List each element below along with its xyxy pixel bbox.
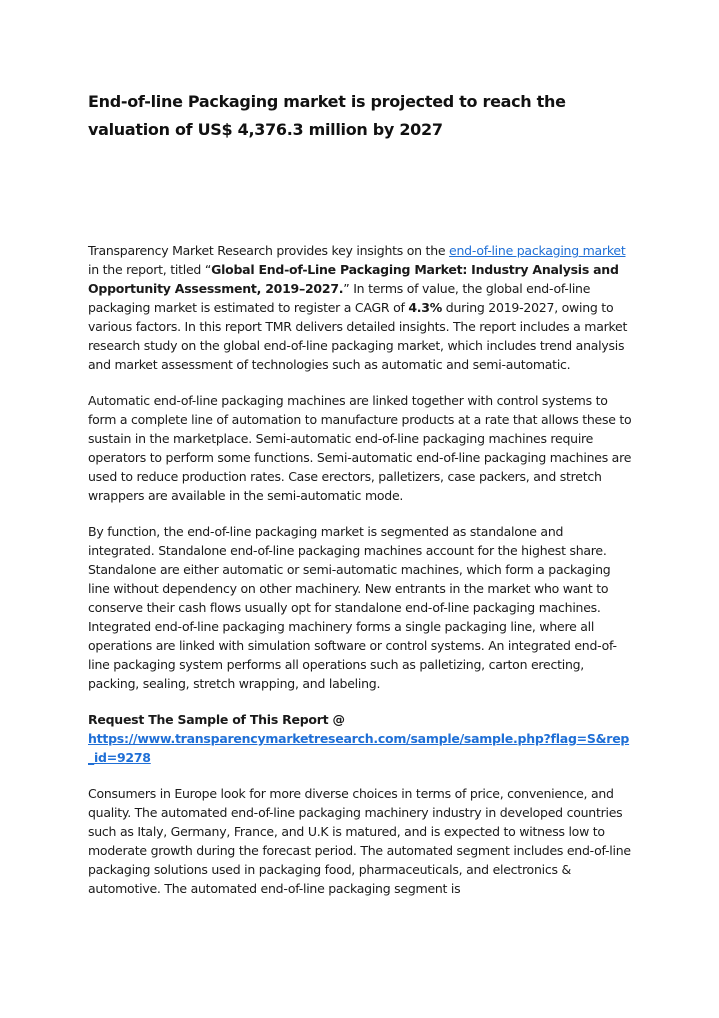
paragraph-automatic-machines: Automatic end-of-line packaging machines are linked together with control systems to form a complete line of automation to manufacture products at a rate that allows these to sustain in the marketplace. Semi-automatic end-of-line packaging machines require operators to perform some functions. Semi-automatic end-of-line packaging machines are used to reduce production rates. Case erectors, palletizers, case packers, and stretch wrappers are available in the semi-automatic mode. xyxy=(88,393,632,503)
end-of-line-packaging-market-link[interactable]: end-of-line packaging market xyxy=(449,243,626,258)
request-sample-label: Request The Sample of This Report @ xyxy=(88,712,345,727)
report-title-text: Global End-of-Line Packaging Market: Industry Analysis and Opportunity Assessment, 2019–2027. xyxy=(88,262,619,296)
paragraph-intro xyxy=(88,241,633,374)
intro-text: Transparency Market Research provides key insights on the xyxy=(88,243,450,258)
cagr-value: 4.3% xyxy=(408,300,443,315)
paragraph-by-function: By function, the end-of-line packaging market is segmented as standalone and integrated. Standalone end-of-line packaging machines account for the highest share. Standalone are either automatic or semi-automatic machines, which form a packaging line without dependency on other machinery. New entrants in the market who want to conserve their cash flows usually opt for standalone end-of-line packaging machines. Integrated end-of-line packaging machinery forms a single packaging line, where all operations are linked with simulation software or control systems. An integrated end-of-line packaging system performs all operations such as palletizing, carton erecting, packing, sealing, stretch wrapping, and labeling. xyxy=(88,524,617,691)
paragraph-europe-consumers: Consumers in Europe look for more diverse choices in terms of price, convenience, and quality. The automated end-of-line packaging machinery industry in developed countries such as Italy, Germany, France, and U.K is matured, and is expected to witness low to moderate growth during the forecast period. The automated segment includes end-of-line packaging solutions used in packaging food, pharmaceuticals, and electronics & automotive. The automated end-of-line packaging segment is xyxy=(88,786,631,896)
document-title: End-of-line Packaging market is projected to reach the valuation of US$ 4,376.3 million by 2027 xyxy=(88,92,566,139)
after-title-text: ” In terms of value, the global end-of-line packaging market is estimated to register a CAGR of xyxy=(88,281,591,315)
intro-rest-text: during 2019-2027, owing to various factors. In this report TMR delivers detailed insights. The report includes a market research study on the global end-of-line packaging market, which includes trend analysis and market assessment of technologies such as automatic and semi-automatic. xyxy=(88,300,628,372)
document-body xyxy=(88,241,633,915)
after-link-text: in the report, titled “ xyxy=(88,262,212,277)
request-sample-link[interactable]: https://www.transparencymarketresearch.com/sample/sample.php?flag=S&rep_id=9278 xyxy=(88,731,630,765)
request-sample-block xyxy=(88,710,633,767)
